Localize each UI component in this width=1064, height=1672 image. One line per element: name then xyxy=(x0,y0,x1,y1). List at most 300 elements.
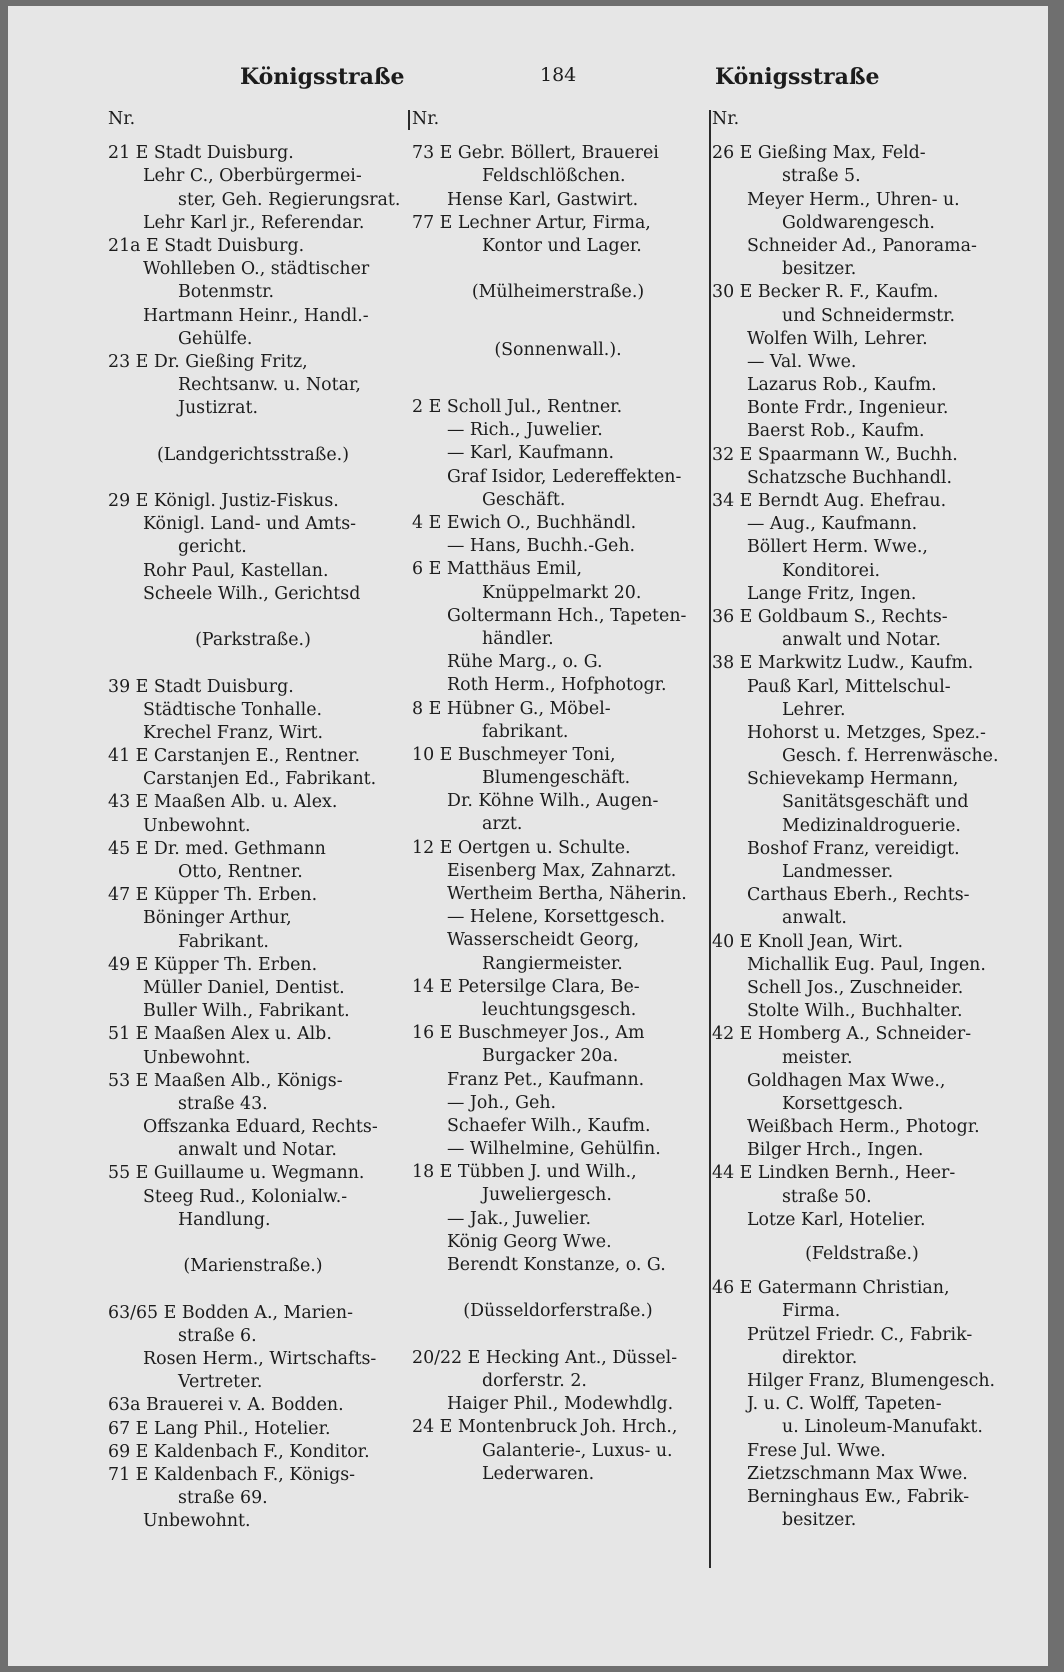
directory-entry-line xyxy=(412,558,704,581)
directory-entry-line xyxy=(712,189,1012,212)
directory-entry-line xyxy=(412,976,704,999)
entry-text: Feldschlößchen. xyxy=(482,166,626,187)
entry-text: — Aug., Kaufmann. xyxy=(747,514,918,535)
entry-text: 77 E Lechner Artur, Firma, xyxy=(412,212,651,233)
directory-entry-line xyxy=(108,1441,398,1464)
entry-text: Krechel Franz, Wirt. xyxy=(143,722,324,743)
directory-entry-line xyxy=(412,212,704,235)
entry-text: Pauß Karl, Mittelschul- xyxy=(747,676,951,697)
directory-entry-line xyxy=(412,442,704,465)
directory-entry-line xyxy=(712,838,1012,861)
directory-entry-line xyxy=(108,768,398,791)
directory-entry-line xyxy=(108,977,398,1000)
directory-entry-line xyxy=(412,698,704,721)
directory-entry-line xyxy=(412,1184,704,1207)
directory-entry-line xyxy=(108,1023,398,1046)
directory-entry-line xyxy=(712,1324,1012,1347)
entry-text: — Karl, Kaufmann. xyxy=(447,443,614,464)
entry-text: 45 E Dr. med. Gethmann xyxy=(108,838,326,859)
entry-text: Scheele Wilh., Gerichtsd xyxy=(143,583,361,604)
directory-entry-line xyxy=(712,444,1012,467)
column-left xyxy=(108,108,401,1533)
entry-text: Schatzsche Buchhandl. xyxy=(747,467,952,488)
street-heading xyxy=(108,1255,398,1278)
entry-text: Blumengeschäft. xyxy=(482,768,631,789)
entry-text: Fabrikant. xyxy=(178,931,269,952)
entry-text: 8 E Hübner G., Möbel- xyxy=(412,698,611,719)
entry-text: J. u. C. Wolff, Tapeten- xyxy=(747,1394,942,1415)
entry-text: Konditorei. xyxy=(782,560,881,581)
directory-entry-line xyxy=(712,931,1012,954)
directory-entry-line xyxy=(108,954,398,977)
directory-entry-line xyxy=(412,466,704,489)
entry-text: 12 E Oertgen u. Schulte. xyxy=(412,837,631,858)
entry-text: 43 E Maaßen Alb. u. Alex. xyxy=(108,792,338,813)
entry-text: Carstanjen Ed., Fabrikant. xyxy=(143,769,377,790)
header-left-title: Königsstraße xyxy=(240,64,405,90)
entry-text: gericht. xyxy=(178,537,247,558)
entry-text: u. Linoleum-Manufakt. xyxy=(782,1417,983,1438)
directory-entry-line xyxy=(108,212,398,235)
directory-entry-line xyxy=(412,1347,704,1370)
directory-entry-line xyxy=(412,628,704,651)
directory-entry-line xyxy=(108,1348,398,1371)
entry-text: Goldhagen Max Wwe., xyxy=(747,1070,946,1091)
directory-entry-line xyxy=(712,1093,1012,1116)
entry-text: Rechtsanw. u. Notar, xyxy=(178,375,361,396)
entry-text: Unbewohnt. xyxy=(143,1047,251,1068)
directory-entry-line xyxy=(108,1510,398,1533)
entry-text: straße 50. xyxy=(782,1186,872,1207)
entry-text: direktor. xyxy=(782,1347,858,1368)
entry-text: — Joh., Geh. xyxy=(447,1092,557,1113)
directory-entry-line xyxy=(108,189,401,212)
directory-entry-line xyxy=(108,745,398,768)
entry-text: straße 6. xyxy=(178,1325,257,1346)
entry-text: besitzer. xyxy=(782,1510,857,1531)
entry-text: arzt. xyxy=(482,814,523,835)
directory-entry-line xyxy=(108,722,398,745)
entry-text: Unbewohnt. xyxy=(143,1511,251,1532)
directory-entry-line xyxy=(712,351,1012,374)
directory-entry-line xyxy=(712,281,1012,304)
entry-text: (Sonnenwall.). xyxy=(494,339,622,360)
directory-entry-line xyxy=(712,467,1012,490)
entry-text: Meyer Herm., Uhren- u. xyxy=(747,189,960,210)
entry-text: 10 E Buschmeyer Toni, xyxy=(412,744,616,765)
entry-text: 6 E Matthäus Emil, xyxy=(412,559,583,580)
directory-entry-line xyxy=(108,374,398,397)
directory-entry-line xyxy=(412,1115,704,1138)
directory-entry-line xyxy=(108,1047,398,1070)
entry-text: 49 E Küpper Th. Erben. xyxy=(108,954,318,975)
entry-text: (Düsseldorferstraße.) xyxy=(463,1301,653,1322)
directory-entry-line xyxy=(412,929,704,952)
entry-text: Bilger Hrch., Ingen. xyxy=(747,1140,924,1161)
spacer xyxy=(108,606,398,629)
entry-text: 18 E Tübben J. und Wilh., xyxy=(412,1162,637,1183)
entry-text: — Jak., Juwelier. xyxy=(447,1208,592,1229)
spacer xyxy=(108,1278,398,1301)
directory-entry-line xyxy=(108,1325,398,1348)
spacer xyxy=(412,362,704,385)
directory-entry-line xyxy=(108,907,398,930)
directory-entry-line xyxy=(712,536,1012,559)
entry-text: 46 E Gatermann Christian, xyxy=(712,1278,950,1299)
entry-text: König Georg Wwe. xyxy=(447,1231,612,1252)
entry-text: Frese Jul. Wwe. xyxy=(747,1440,886,1461)
entry-text: 71 E Kaldenbach F., Königs- xyxy=(108,1464,356,1485)
entry-text: Baerst Rob., Kaufm. xyxy=(747,421,925,442)
entry-text: Gesch. f. Herrenwäsche. xyxy=(782,746,999,767)
entry-text: Steeg Rud., Kolonialw.- xyxy=(143,1186,348,1207)
entry-text: Lange Fritz, Ingen. xyxy=(747,583,917,604)
entry-text: Lederwaren. xyxy=(482,1463,595,1484)
directory-entry-line xyxy=(712,1116,1012,1139)
directory-entry-line xyxy=(712,212,1012,235)
entry-text: Wohlleben O., städtischer xyxy=(143,259,370,280)
entry-text: — Val. Wwe. xyxy=(747,351,857,372)
entry-text: Boshof Franz, vereidigt. xyxy=(747,838,960,859)
directory-entry-line xyxy=(412,142,704,165)
directory-entry-line xyxy=(712,235,1012,258)
page-header xyxy=(8,64,1048,94)
spacer xyxy=(412,258,704,281)
entry-text: Schaefer Wilh., Kaufm. xyxy=(447,1115,651,1136)
entry-text: Hohorst u. Metzges, Spez.- xyxy=(747,722,986,743)
directory-entry-line xyxy=(712,745,1012,768)
entry-text: anwalt und Notar. xyxy=(782,630,941,651)
entry-text: (Marienstraße.) xyxy=(183,1256,323,1277)
street-heading xyxy=(108,629,398,652)
directory-entry-line xyxy=(412,837,704,860)
directory-entry-line xyxy=(712,1186,1012,1209)
entry-text: 44 E Lindken Bernh., Heer- xyxy=(712,1163,956,1184)
directory-entry-line xyxy=(108,791,398,814)
page-number: 184 xyxy=(540,64,577,86)
entry-text: 69 E Kaldenbach F., Konditor. xyxy=(108,1441,370,1462)
street-heading xyxy=(712,1243,1012,1266)
directory-entry-line xyxy=(712,420,1012,443)
directory-entry-line xyxy=(412,883,704,906)
directory-entry-line xyxy=(108,1418,398,1441)
entry-text: 53 E Maaßen Alb., Königs- xyxy=(108,1070,343,1091)
entry-text: Gehülfe. xyxy=(178,328,253,349)
entry-text: besitzer. xyxy=(782,259,857,280)
entry-text: Kontor und Lager. xyxy=(482,235,642,256)
entry-text: Hartmann Heinr., Handl.- xyxy=(143,305,369,326)
directory-entry-line xyxy=(108,931,398,954)
entry-text: Wasserscheidt Georg, xyxy=(447,930,640,951)
directory-entry-line xyxy=(108,1000,398,1023)
directory-entry-line xyxy=(108,560,398,583)
entry-text: Rühe Marg., o. G. xyxy=(447,652,603,673)
directory-entry-line xyxy=(712,954,1012,977)
entry-text: Roth Herm., Hofphotogr. xyxy=(447,675,667,696)
entry-text: 20/22 E Hecking Ant., Düssel- xyxy=(412,1347,678,1368)
directory-entry-line xyxy=(712,165,1012,188)
entry-text: Offszanka Eduard, Rechts- xyxy=(143,1117,378,1138)
entry-text: Vertreter. xyxy=(178,1372,263,1393)
street-heading xyxy=(412,1300,704,1323)
entry-text: Bonte Frdr., Ingenieur. xyxy=(747,398,949,419)
entry-text: Unbewohnt. xyxy=(143,815,251,836)
entry-text: 63/65 E Bodden A., Marien- xyxy=(108,1302,353,1323)
column-nr-label xyxy=(712,108,1012,131)
directory-entry-line xyxy=(712,490,1012,513)
entry-text: straße 69. xyxy=(178,1488,268,1509)
directory-entry-line xyxy=(712,652,1012,675)
directory-entry-line xyxy=(108,397,398,420)
entry-text: Wolfen Wilh, Lehrer. xyxy=(747,328,928,349)
entry-text: Eisenberg Max, Zahnarzt. xyxy=(447,860,677,881)
directory-entry-line xyxy=(108,1371,398,1394)
directory-entry-line xyxy=(108,1116,398,1139)
directory-entry-line xyxy=(108,1209,398,1232)
directory-entry-line xyxy=(712,1370,1012,1393)
entry-text: 32 E Spaarmann W., Buchh. xyxy=(712,444,958,465)
spacer xyxy=(712,1266,1012,1277)
spacer xyxy=(108,467,398,490)
directory-entry-line xyxy=(108,815,398,838)
directory-entry-line xyxy=(712,861,1012,884)
entry-text: (Landgerichtsstraße.) xyxy=(156,444,349,465)
directory-entry-line xyxy=(108,142,398,165)
directory-entry-line xyxy=(108,165,398,188)
entry-text: Knüppelmarkt 20. xyxy=(482,582,642,603)
entry-text: 26 E Gießing Max, Feld- xyxy=(712,143,926,164)
entry-text: — Helene, Korsettgesch. xyxy=(447,907,666,928)
entry-text: Lehrer. xyxy=(782,699,846,720)
directory-entry-line xyxy=(712,884,1012,907)
entry-text: Müller Daniel, Dentist. xyxy=(143,977,345,998)
directory-entry-line xyxy=(108,1139,398,1162)
entry-text: Juweliergesch. xyxy=(482,1185,612,1206)
entry-text: Hilger Franz, Blumengesch. xyxy=(747,1370,996,1391)
directory-entry-line xyxy=(412,1463,704,1486)
directory-entry-line xyxy=(412,860,704,883)
directory-entry-line xyxy=(108,1394,398,1417)
directory-entry-line xyxy=(712,374,1012,397)
entry-text: 38 E Markwitz Ludw., Kaufm. xyxy=(712,653,974,674)
entry-text: 63a Brauerei v. A. Bodden. xyxy=(108,1395,344,1416)
entry-text: Berninghaus Ew., Fabrik- xyxy=(747,1486,970,1507)
column-divider-2 xyxy=(709,110,711,1568)
entry-text: Lazarus Rob., Kaufm. xyxy=(747,375,937,396)
entry-text: — Rich., Juwelier. xyxy=(447,420,603,441)
street-heading xyxy=(412,339,704,362)
directory-entry-line xyxy=(412,1416,704,1439)
entry-text: 14 E Petersilge Clara, Be- xyxy=(412,976,640,997)
directory-entry-line xyxy=(108,305,398,328)
directory-entry-line xyxy=(412,605,704,628)
directory-entry-line xyxy=(108,699,398,722)
entry-text: 24 E Montenbruck Joh. Hrch., xyxy=(412,1417,678,1438)
directory-entry-line xyxy=(412,790,704,813)
directory-entry-line xyxy=(412,1138,704,1161)
entry-text: 67 E Lang Phil., Hotelier. xyxy=(108,1418,331,1439)
directory-entry-line xyxy=(712,1486,1012,1509)
entry-text: 29 E Königl. Justiz-Fiskus. xyxy=(108,491,339,511)
directory-entry-line xyxy=(412,906,704,929)
directory-entry-line xyxy=(412,721,704,744)
entry-text: Schievekamp Hermann, xyxy=(747,769,959,790)
directory-entry-line xyxy=(712,1300,1012,1323)
directory-entry-line xyxy=(108,258,398,281)
column-divider-1 xyxy=(408,110,410,130)
directory-entry-line xyxy=(412,512,704,535)
directory-entry-line xyxy=(712,676,1012,699)
directory-entry-line xyxy=(712,1440,1012,1463)
directory-entry-line xyxy=(412,165,704,188)
directory-entry-line xyxy=(712,629,1012,652)
column-nr-label xyxy=(412,108,704,131)
entry-text: 2 E Scholl Jul., Rentner. xyxy=(412,397,623,418)
spacer xyxy=(712,1232,1012,1243)
entry-text: Böninger Arthur, xyxy=(143,908,292,929)
directory-entry-line xyxy=(712,1209,1012,1232)
entry-text: straße 43. xyxy=(178,1093,268,1114)
directory-entry-line xyxy=(712,397,1012,420)
directory-entry-line xyxy=(412,235,704,258)
directory-entry-line xyxy=(712,513,1012,536)
directory-entry-line xyxy=(412,1370,704,1393)
directory-entry-line xyxy=(108,861,398,884)
directory-entry-line xyxy=(712,1277,1012,1300)
spacer xyxy=(108,652,398,675)
directory-entry-line xyxy=(712,815,1012,838)
directory-entry-line xyxy=(712,1000,1012,1023)
column-nr-label xyxy=(108,108,398,131)
directory-page xyxy=(8,6,1048,1666)
directory-entry-line xyxy=(412,1254,704,1277)
entry-text: Lehr C., Oberbürgermei- xyxy=(143,166,362,187)
directory-entry-line xyxy=(108,1186,398,1209)
entry-text: fabrikant. xyxy=(482,721,569,742)
entry-text: Franz Pet., Kaufmann. xyxy=(447,1069,645,1090)
spacer xyxy=(108,1232,398,1255)
entry-text: 36 E Goldbaum S., Rechts- xyxy=(712,606,948,627)
directory-entry-line xyxy=(412,1208,704,1231)
directory-entry-line xyxy=(412,767,704,790)
directory-entry-line xyxy=(412,419,704,442)
entry-text: Berendt Konstanze, o. G. xyxy=(447,1255,666,1275)
entry-text: Justizrat. xyxy=(178,398,259,419)
street-heading xyxy=(412,281,704,304)
spacer xyxy=(108,131,398,142)
directory-entry-line xyxy=(108,1162,398,1185)
spacer xyxy=(412,385,704,396)
entry-text: Nr. xyxy=(712,109,740,129)
directory-entry-line xyxy=(412,1161,704,1184)
entry-text: Hense Karl, Gastwirt. xyxy=(447,189,639,210)
directory-entry-line xyxy=(108,490,398,513)
directory-entry-line xyxy=(108,838,398,861)
directory-entry-line xyxy=(108,281,398,304)
spacer xyxy=(412,1324,704,1347)
entry-text: Nr. xyxy=(412,109,440,129)
directory-entry-line xyxy=(712,328,1012,351)
entry-text: Goldwarengesch. xyxy=(782,212,935,233)
header-right-title: Königsstraße xyxy=(715,64,880,90)
entry-text: Dr. Köhne Wilh., Augen- xyxy=(447,791,659,812)
entry-text: Burgacker 20a. xyxy=(482,1046,619,1067)
directory-entry-line xyxy=(412,1069,704,1092)
directory-entry-line xyxy=(412,1092,704,1115)
directory-entry-line xyxy=(412,396,704,419)
entry-text: Zietzschmann Max Wwe. xyxy=(747,1463,968,1484)
entry-text: Galanterie-, Luxus- u. xyxy=(482,1440,673,1461)
directory-entry-line xyxy=(412,953,704,976)
entry-text: 51 E Maaßen Alex u. Alb. xyxy=(108,1024,332,1045)
entry-text: 21a E Stadt Duisburg. xyxy=(108,235,305,256)
directory-entry-line xyxy=(412,535,704,558)
directory-entry-line xyxy=(712,977,1012,1000)
directory-entry-line xyxy=(712,1393,1012,1416)
directory-entry-line xyxy=(712,1070,1012,1093)
entry-text: — Hans, Buchh.-Geh. xyxy=(447,536,636,557)
spacer xyxy=(412,1277,704,1300)
directory-entry-line xyxy=(412,489,704,512)
entry-text: Haiger Phil., Modewhdlg. xyxy=(447,1394,674,1415)
entry-text: Schell Jos., Zuschneider. xyxy=(747,977,964,998)
spacer xyxy=(412,305,704,328)
spacer xyxy=(412,131,704,142)
directory-entry-line xyxy=(108,235,398,258)
column-middle xyxy=(412,108,704,1486)
entry-text: 21 E Stadt Duisburg. xyxy=(108,143,294,164)
directory-entry-line xyxy=(712,1463,1012,1486)
directory-entry-line xyxy=(712,1023,1012,1046)
entry-text: leuchtungsgesch. xyxy=(482,999,637,1020)
entry-text: 47 E Küpper Th. Erben. xyxy=(108,885,318,906)
directory-entry-line xyxy=(712,1416,1012,1439)
directory-entry-line xyxy=(412,999,704,1022)
entry-text: und Schneidermstr. xyxy=(782,305,956,326)
entry-text: 4 E Ewich O., Buchhändl. xyxy=(412,513,637,533)
directory-entry-line xyxy=(712,722,1012,745)
entry-text: Korsettgesch. xyxy=(782,1093,904,1114)
directory-entry-line xyxy=(412,582,704,605)
entry-text: straße 5. xyxy=(782,166,861,187)
entry-text: Sanitätsgeschäft und xyxy=(782,792,969,813)
directory-entry-line xyxy=(712,1162,1012,1185)
entry-text: 73 E Gebr. Böllert, Brauerei xyxy=(412,143,659,164)
spacer xyxy=(412,328,704,339)
entry-text: (Mülheimerstraße.) xyxy=(471,282,645,303)
directory-entry-line xyxy=(412,1022,704,1045)
entry-text: Geschäft. xyxy=(482,489,566,510)
entry-text: — Wilhelmine, Gehülfin. xyxy=(447,1139,661,1160)
entry-text: Medizinaldroguerie. xyxy=(782,815,961,836)
directory-entry-line xyxy=(712,768,1012,791)
entry-text: Graf Isidor, Ledereffekten- xyxy=(447,466,682,487)
spacer xyxy=(108,420,398,443)
entry-text: (Parkstraße.) xyxy=(195,630,311,651)
entry-text: Goltermann Hch., Tapeten- xyxy=(447,605,687,626)
entry-text: 30 E Becker R. F., Kaufm. xyxy=(712,282,939,303)
entry-text: Prützel Friedr. C., Fabrik- xyxy=(747,1324,973,1345)
entry-text: Böllert Herm. Wwe., xyxy=(747,537,928,558)
directory-entry-line xyxy=(712,305,1012,328)
entry-text: Wertheim Bertha, Näherin. xyxy=(447,884,687,904)
directory-entry-line xyxy=(712,258,1012,281)
directory-entry-line xyxy=(108,513,398,536)
entry-text: Rangiermeister. xyxy=(482,953,623,974)
directory-entry-line xyxy=(412,674,704,697)
directory-entry-line xyxy=(412,813,704,836)
directory-entry-line xyxy=(108,1487,398,1510)
